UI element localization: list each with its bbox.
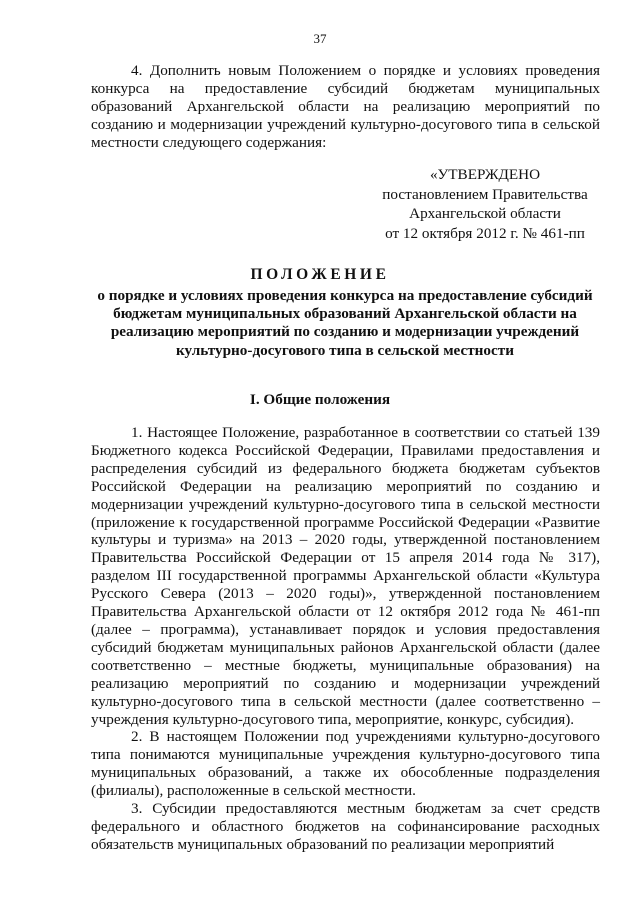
paragraph-1: 1. Настоящее Положение, разработанное в соответствии со статьей 139 Бюджетного кодекса Российской Федерации, Правилами предоставления и распределения субсидий из федерального бюджета бюджетам субъектов Российской Федерации на реализацию мероприятий по созданию и модернизации учреждений культурно-досугового типа в сельской местности (приложение к государственной программе Российской Федерации «Развитие культуры и туризма» на 2013 – 2020 годы, утвержденной постановлением Правительства Российской Федерации от 15 апреля 2014 года № 317), разделом III государственной программы Архангельской области «Культура Русского Севера (2013 – 2020 годы)», утвержденной постановлением Правительства Архангельской области от 12 октября 2012 года № 461-пп (далее – программа), устанавливает порядок и условия предоставления субсидий бюджетам муниципальных районов Архангельской области (далее соответственно – местные бюджеты, муниципальные образования) на реализацию мероприятий по созданию и модернизации учреждений культурно-досугового типа в сельской местности (далее соответственно – учреждения культурно-досугового типа, мероприятие, конкурс, субсидия). [91,424,600,728]
paragraph-2: 2. В настоящем Положении под учреждениями культурно-досугового типа понимаются муниципальные учреждения культурно-досугового типа муниципальных образований, а также их обособленные подразделения (филиалы), расположенные в сельской местности. [91,728,600,800]
section-heading: I. Общие положения [249,391,391,408]
approval-line-2: постановлением Правительства [382,185,588,203]
approval-line-3: Архангельской области [409,205,561,222]
document-subtitle: о порядке и условиях проведения конкурса на предоставление субсидий бюджетам муниципальных образований Архангельской области на реализацию мероприятий по созданию и модернизации учреждений культурно-досугового типа в сельской местности [97,287,593,359]
approval-stamp [360,165,610,243]
document-title: ПОЛОЖЕНИЕ [250,266,390,283]
page-number: 37 [313,31,327,46]
approval-line-1: «УТВЕРЖДЕНО [429,166,541,183]
body-text [91,424,600,854]
intro-paragraph: 4. Дополнить новым Положением о порядке и условиях проведения конкурса на предоставление субсидий бюджетам муниципальных образований Архангельской области на реализацию мероприятий по созданию и модернизации учреждений культурно-досугового типа в сельской местности следующего содержания: [91,62,600,151]
paragraph-3: 3. Субсидии предоставляются местным бюджетам за счет средств федерального и областного бюджетов на софинансирование расходных обязательств муниципальных образований по реализации мероприятий [91,800,600,853]
approval-line-4: от 12 октября 2012 г. № 461-пп [385,224,585,242]
